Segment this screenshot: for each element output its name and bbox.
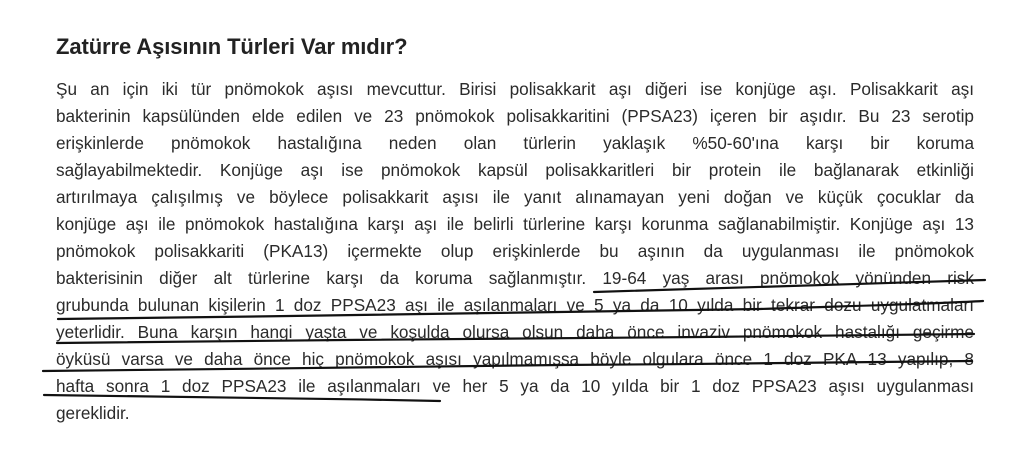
paragraph-line: hafta sonra 1 doz PPSA23 ile aşılanmaları ve her 5 ya da 10 yılda bir 1 doz PPSA23 aşısı uygulanması: [56, 376, 974, 396]
paragraph-line: bakterinin kapsülünden elde edilen ve 23 pnömokok polisakkaritini (PPSA23) içeren bir aşıdır. Bu 23 serotip: [56, 106, 974, 126]
paragraph-line: Şu an için iki tür pnömokok aşısı mevcuttur. Birisi polisakkarit aşı diğeri ise konjüge aşı. Polisakkarit aşı: [56, 79, 974, 99]
paragraph-line: artırılmaya çalışılmış ve böylece polisakkarit aşısı ile yanıt alınamayan yeni doğan ve küçük çocuklar da: [56, 187, 974, 207]
paragraph-line: konjüge aşı ile pnömokok hastalığına karşı aşı ile belirli türlerine karşı korunma sağlanabilmiştir. Konjüge aşı 13: [56, 214, 974, 234]
paragraph-line: öyküsü varsa ve daha önce hiç pnömokok aşısı yapılmamışsa böyle olgulara önce 1 doz PKA 13 yapılıp, 8: [56, 349, 974, 369]
section-title: Zatürre Aşısının Türleri Var mıdır?: [56, 34, 408, 59]
paragraph-line: erişkinlerde pnömokok hastalığına neden olan türlerin yaklaşık %50-60'ına karşı bir koruma: [56, 133, 974, 153]
paragraph-line: bakterisinin diğer alt türlerine karşı da koruma sağlanmıştır. 19-64 yaş arası pnömokok yönünden risk: [56, 268, 974, 288]
paragraph-line-last: gereklidir.: [56, 403, 130, 423]
paragraph-line: grubunda bulunan kişilerin 1 doz PPSA23 aşı ile aşılanmaları ve 5 ya da 10 yılda bir tekrar dozu uygulatmaları: [56, 295, 974, 315]
paragraph-line: pnömokok polisakkariti (PKA13) içermekte olup erişkinlerde bu aşının da uygulanması ile pnömokok: [56, 241, 974, 261]
paragraph-line: yeterlidir. Buna karşın hangi yaşta ve koşulda olursa olsun daha önce invaziv pnömokok hastalığı geçirme: [56, 322, 974, 342]
paragraph-line: sağlayabilmektedir. Konjüge aşı ise pnömokok kapsül polisakkaritleri bir protein ile bağlanarak etkinliği: [56, 160, 974, 180]
